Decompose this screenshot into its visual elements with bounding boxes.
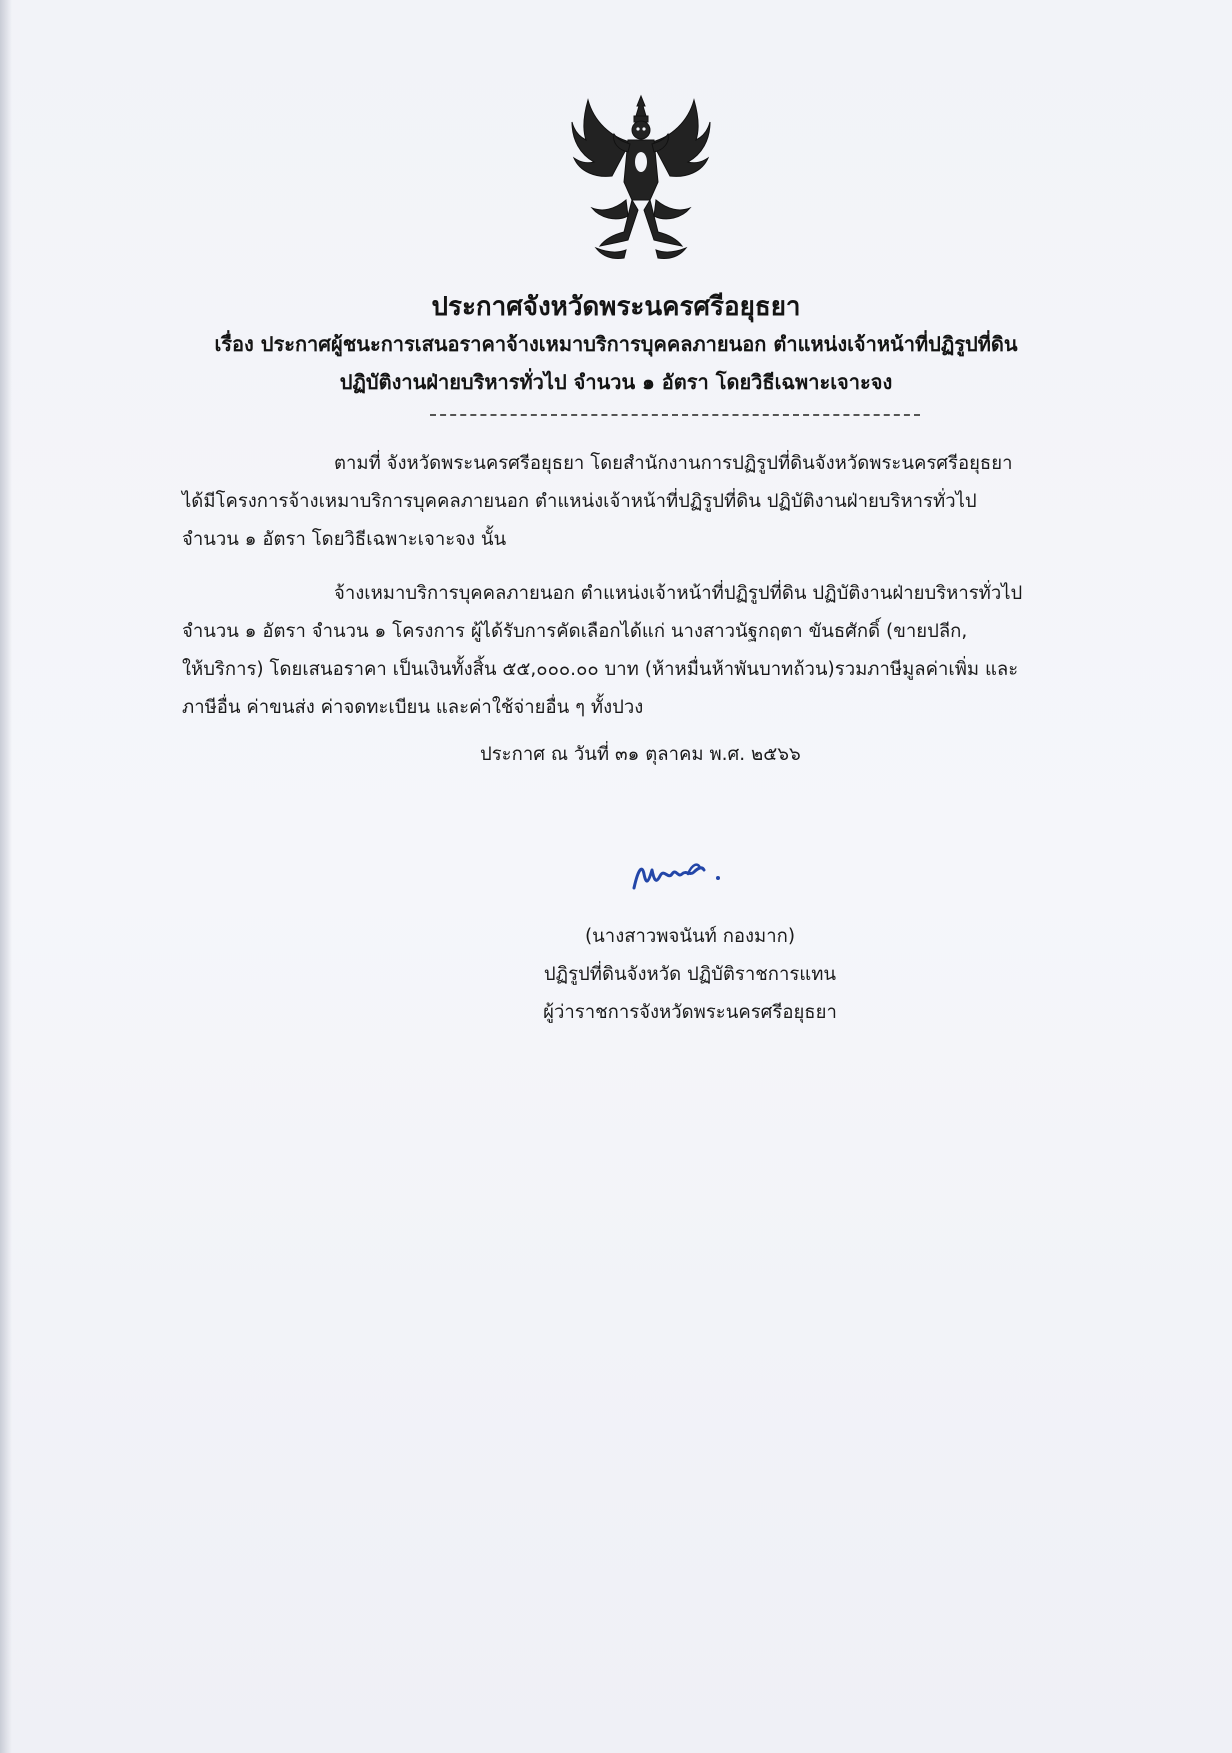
paragraph-2 [182,575,1124,727]
dashed-divider [430,414,920,416]
announcement-date: ประกาศ ณ วันที่ ๓๑ ตุลาคม พ.ศ. ๒๕๖๖ [480,744,801,765]
paragraph-2-line: จำนวน ๑ อัตรา จำนวน ๑ โครงการ ผู้ได้รับการคัดเลือกได้แก่ นางสาวนัฐกฤตา ขันธศักดิ์ (ขายปลีก, [182,621,968,642]
scan-edge-shadow [0,0,12,1753]
signer-position: ปฏิรูปที่ดินจังหวัด ปฏิบัติราชการแทน [543,964,837,985]
paragraph-1-line: ได้มีโครงการจ้างเหมาบริการบุคคลภายนอก ตำแหน่งเจ้าหน้าที่ปฏิรูปที่ดิน ปฏิบัติงานฝ่ายบริหารทั่วไป [182,491,977,512]
signature-icon [628,850,748,900]
paragraph-2-line: ให้บริการ) โดยเสนอราคา เป็นเงินทั้งสิ้น ๕๕,๐๐๐.๐๐ บาท (ห้าหมื่นห้าพันบาทถ้วน)รวมภาษีมูลค่าเพิ่ม และ [182,659,1019,680]
paragraph-1-line: จำนวน ๑ อัตรา โดยวิธีเฉพาะเจาะจง นั้น [182,529,507,550]
paragraph-2-line: จ้างเหมาบริการบุคคลภายนอก ตำแหน่งเจ้าหน้าที่ปฏิรูปที่ดิน ปฏิบัติงานฝ่ายบริหารทั่วไป [334,583,1023,604]
signature-block [480,918,900,1032]
subject-line-1: เรื่อง ประกาศผู้ชนะการเสนอราคาจ้างเหมาบริการบุคคลภายนอก ตำแหน่งเจ้าหน้าที่ปฏิรูปที่ดิน [214,332,1018,356]
announcement-title: ประกาศจังหวัดพระนครศรีอยุธยา [431,292,801,322]
paragraph-1 [182,445,1124,559]
paragraph-2-line: ภาษีอื่น ค่าขนส่ง ค่าจดทะเบียน และค่าใช้จ่ายอื่น ๆ ทั้งปวง [182,697,644,718]
signer-position: ผู้ว่าราชการจังหวัดพระนครศรีอยุธยา [543,1002,837,1023]
garuda-emblem-icon [566,92,716,262]
signer-name: (นางสาวพจนันท์ กองมาก) [584,926,796,947]
paragraph-1-line: ตามที่ จังหวัดพระนครศรีอยุธยา โดยสำนักงานการปฏิรูปที่ดินจังหวัดพระนครศรีอยุธยา [334,453,1013,474]
subject-line-2: ปฏิบัติงานฝ่ายบริหารทั่วไป จำนวน ๑ อัตรา โดยวิธีเฉพาะเจาะจง [339,370,893,394]
